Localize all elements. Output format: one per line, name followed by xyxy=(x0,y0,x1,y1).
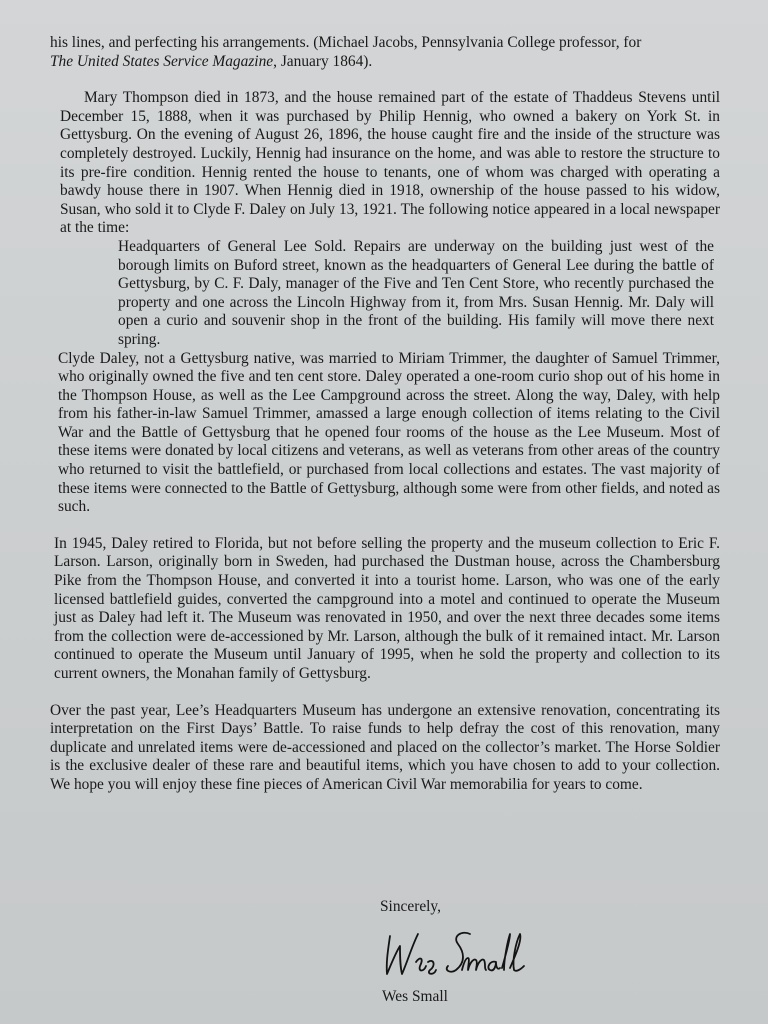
intro-paragraph xyxy=(50,34,720,71)
paragraph-clyde-daley: Clyde Daley, not a Gettysburg native, was married to Miriam Trimmer, the daughter of Samuel Trimmer, who originally owned the five and ten cent store. Daley operated a one-room curio shop out of his home in the Thompson House, as well as the Lee Campground across the street. Along the way, Daley, with help from his father-in-law Samuel Trimmer, amassed a large enough collection of items relating to the Civil War and the Battle of Gettysburg that he opened four rooms of the house as the Lee Museum. Most of these items were donated by local citizens and veterans, as well as veterans from other areas of the country who returned to visit the battlefield, or purchased from local collections and estates. The vast majority of these items were connected to the Battle of Gettysburg, although some were from other fields, and noted as such. xyxy=(58,349,720,516)
intro-line-1: his lines, and perfecting his arrangements. (Michael Jacobs, Pennsylvania College professor, for xyxy=(50,34,642,51)
paragraph-mary-thompson: Mary Thompson died in 1873, and the house remained part of the estate of Thaddeus Stevens until December 15, 1888, when it was purchased by Philip Hennig, who owned a bakery on York St. in Gettysburg. On the evening of August 26, 1896, the house caught fire and the inside of the structure was completely destroyed. Luckily, Hennig had insurance on the home, and was able to restore the structure to its pre-fire condition. Hennig rented the house to tenants, one of whom was charged with operating a bawdy house there in 1907. When Hennig died in 1918, ownership of the house passed to his widow, Susan, who sold it to Clyde F. Daley on July 13, 1921. The following notice appeared in a local newspaper at the time: xyxy=(60,89,720,237)
letter-body xyxy=(50,34,720,795)
magazine-title: The United States Service Magazine xyxy=(50,52,274,70)
closing-salutation: Sincerely, xyxy=(380,898,441,915)
intro-line-2-rest: , January 1864). xyxy=(273,52,373,70)
newspaper-notice-quote: Headquarters of General Lee Sold. Repairs are underway on the building just west of the borough limits on Buford street, known as the headquarters of General Lee during the battle of Gettysburg, by C. F. Daly, manager of the Five and Ten Cent Store, who recently purchased the property and one across the Lincoln Highway from it, from Mrs. Susan Hennig. Mr. Daly will open a curio and souvenir shop in the front of the building. His family will move there next spring. xyxy=(118,237,714,348)
paragraph-1945: In 1945, Daley retired to Florida, but not before selling the property and the museum collection to Eric F. Larson. Larson, originally born in Sweden, had purchased the Dustman house, across the Chambersburg Pike from the Thompson House, and converted it into a tourist home. Larson, who was one of the early licensed battlefield guides, converted the campground into a motel and continued to operate the Museum just as Daley had left it. The Museum was renovated in 1950, and over the next three decades some items from the collection were de-accessioned by Mr. Larson, although the bulk of it remained intact. Mr. Larson continued to operate the Museum until January of 1995, when he sold the property and collection to its current owners, the Monahan family of Gettysburg. xyxy=(54,534,720,682)
signer-name: Wes Small xyxy=(382,988,448,1005)
paragraph-past-year: Over the past year, Lee’s Headquarters Museum has undergone an extensive renovation, concentrating its interpretation on the First Days’ Battle. To raise funds to help defray the cost of this renovation, many duplicate and unrelated items were de-accessioned and placed on the collector’s market. The Horse Soldier is the exclusive dealer of these rare and beautiful items, which you have chosen to add to your collection. We hope you will enjoy these fine pieces of American Civil War memorabilia for years to come. xyxy=(50,701,720,793)
handwritten-signature xyxy=(378,922,528,984)
